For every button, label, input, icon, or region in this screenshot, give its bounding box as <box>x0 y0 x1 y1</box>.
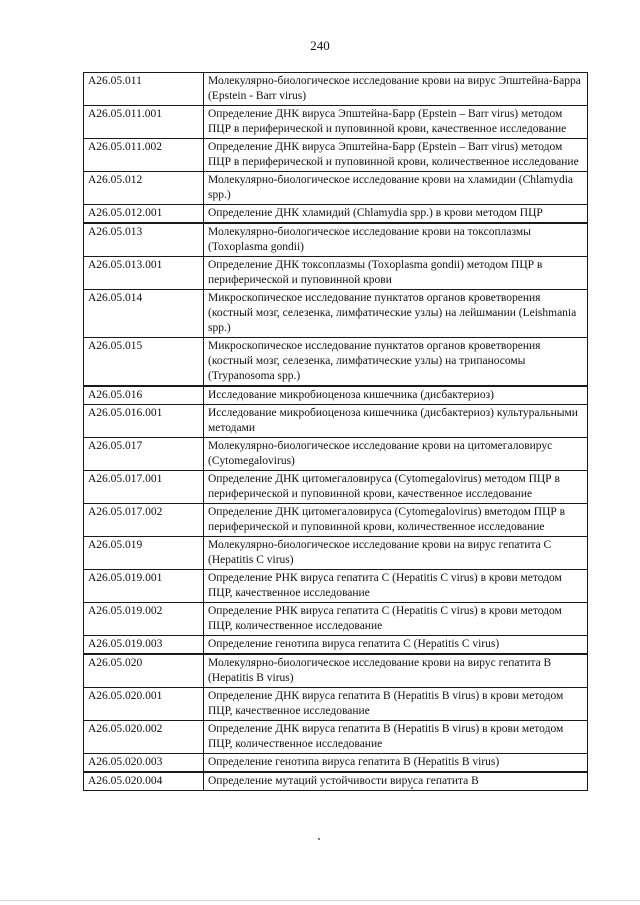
service-name-cell: Определение ДНК цитомегаловируса (Cytomegalovirus) вметодом ПЦР в периферической и пуповинной крови, количественное исследование <box>204 504 588 537</box>
service-code-cell: A26.05.019 <box>84 537 204 570</box>
table-row <box>84 405 588 438</box>
scan-speck <box>318 838 320 840</box>
service-name-cell: Микроскопическое исследование пунктатов органов кроветворения (костный мозг, селезенка, лимфатические узлы) на лейшмании (Leishmania spp.) <box>204 290 588 338</box>
service-code-cell: A26.05.020.002 <box>84 721 204 754</box>
table-row <box>84 257 588 290</box>
table-row <box>84 603 588 636</box>
service-name-cell: Молекулярно-биологическое исследование крови на вирус гепатита C (Hepatitis C virus) <box>204 537 588 570</box>
service-name-cell: Молекулярно-биологическое исследование крови на токсоплазмы (Toxoplasma gondii) <box>204 223 588 257</box>
service-code-cell: A26.05.013.001 <box>84 257 204 290</box>
service-code-cell: A26.05.019.002 <box>84 603 204 636</box>
service-code-cell: A26.05.011.002 <box>84 139 204 172</box>
services-table-container <box>83 72 588 791</box>
service-code-cell: A26.05.015 <box>84 338 204 387</box>
table-row <box>84 386 588 405</box>
table-row <box>84 290 588 338</box>
services-table <box>83 72 588 791</box>
table-row <box>84 139 588 172</box>
service-name-cell: Определение ДНК хламидий (Chlamydia spp.) в крови методом ПЦР <box>204 205 588 224</box>
service-name-cell: Микроскопическое исследование пунктатов органов кроветворения (костный мозг, селезенка, лимфатические узлы) на трипаносомы (Trypanosoma spp.) <box>204 338 588 387</box>
service-name-cell: Определение ДНК вируса Эпштейна-Барр (Epstein – Barr virus) методом ПЦР в периферической и пуповинной крови, качественное исследование <box>204 106 588 139</box>
service-name-cell: Исследование микробиоценоза кишечника (дисбактериоз) <box>204 386 588 405</box>
table-row <box>84 205 588 224</box>
service-code-cell: A26.05.016 <box>84 386 204 405</box>
service-name-cell: Определение генотипа вируса гепатита B (Hepatitis B virus) <box>204 754 588 773</box>
service-name-cell: Определение ДНК токсоплазмы (Toxoplasma gondii) методом ПЦР в периферической и пуповинной крови <box>204 257 588 290</box>
service-code-cell: A26.05.013 <box>84 223 204 257</box>
service-name-cell: Исследование микробиоценоза кишечника (дисбактериоз) культуральными методами <box>204 405 588 438</box>
table-row <box>84 338 588 387</box>
service-code-cell: A26.05.017 <box>84 438 204 471</box>
service-code-cell: A26.05.016.001 <box>84 405 204 438</box>
service-name-cell: Определение генотипа вируса гепатита C (Hepatitis C virus) <box>204 636 588 655</box>
service-code-cell: A26.05.019.003 <box>84 636 204 655</box>
service-name-cell: Определение ДНК вируса гепатита B (Hepatitis B virus) в крови методом ПЦР, качественное исследование <box>204 688 588 721</box>
table-row <box>84 106 588 139</box>
service-code-cell: A26.05.014 <box>84 290 204 338</box>
service-code-cell: A26.05.012 <box>84 172 204 205</box>
service-name-cell: Молекулярно-биологическое исследование крови на хламидии (Chlamydia spp.) <box>204 172 588 205</box>
table-row <box>84 172 588 205</box>
service-name-cell: Определение ДНК вируса гепатита B (Hepatitis B virus) в крови методом ПЦР, количественное исследование <box>204 721 588 754</box>
service-code-cell: A26.05.012.001 <box>84 205 204 224</box>
service-code-cell: A26.05.020.001 <box>84 688 204 721</box>
service-code-cell: A26.05.020.003 <box>84 754 204 773</box>
table-row <box>84 688 588 721</box>
scan-speck <box>411 787 413 789</box>
service-name-cell: Определение мутаций устойчивости вируса гепатита B <box>204 772 588 791</box>
table-row <box>84 223 588 257</box>
service-code-cell: A26.05.019.001 <box>84 570 204 603</box>
service-name-cell: Определение РНК вируса гепатита C (Hepatitis C virus) в крови методом ПЦР, количественное исследование <box>204 603 588 636</box>
service-name-cell: Определение ДНК вируса Эпштейна-Барр (Epstein – Barr virus) методом ПЦР в периферической и пуповинной крови, количественное исследование <box>204 139 588 172</box>
table-row <box>84 537 588 570</box>
service-name-cell: Молекулярно-биологическое исследование крови на цитомегаловирус (Cytomegalovirus) <box>204 438 588 471</box>
table-row <box>84 754 588 773</box>
table-row <box>84 772 588 791</box>
page-number: 240 <box>310 38 330 53</box>
service-code-cell: A26.05.011 <box>84 73 204 106</box>
services-table-body <box>84 73 588 791</box>
service-code-cell: A26.05.020 <box>84 654 204 688</box>
table-row <box>84 636 588 655</box>
service-code-cell: A26.05.020.004 <box>84 772 204 791</box>
table-row <box>84 471 588 504</box>
table-row <box>84 721 588 754</box>
table-row <box>84 504 588 537</box>
service-code-cell: A26.05.017.001 <box>84 471 204 504</box>
service-code-cell: A26.05.017.002 <box>84 504 204 537</box>
service-name-cell: Определение ДНК цитомегаловируса (Cytomegalovirus) методом ПЦР в периферической и пуповинной крови, качественное исследование <box>204 471 588 504</box>
table-row <box>84 73 588 106</box>
table-row <box>84 438 588 471</box>
service-code-cell: A26.05.011.001 <box>84 106 204 139</box>
service-name-cell: Молекулярно-биологическое исследование крови на вирус гепатита B (Hepatitis B virus) <box>204 654 588 688</box>
service-name-cell: Определение РНК вируса гепатита C (Hepatitis C virus) в крови методом ПЦР, качественное исследование <box>204 570 588 603</box>
service-name-cell: Молекулярно-биологическое исследование крови на вирус Эпштейна-Барра (Epstein - Barr virus) <box>204 73 588 106</box>
table-row <box>84 654 588 688</box>
scan-edge-line <box>0 900 640 901</box>
table-row <box>84 570 588 603</box>
